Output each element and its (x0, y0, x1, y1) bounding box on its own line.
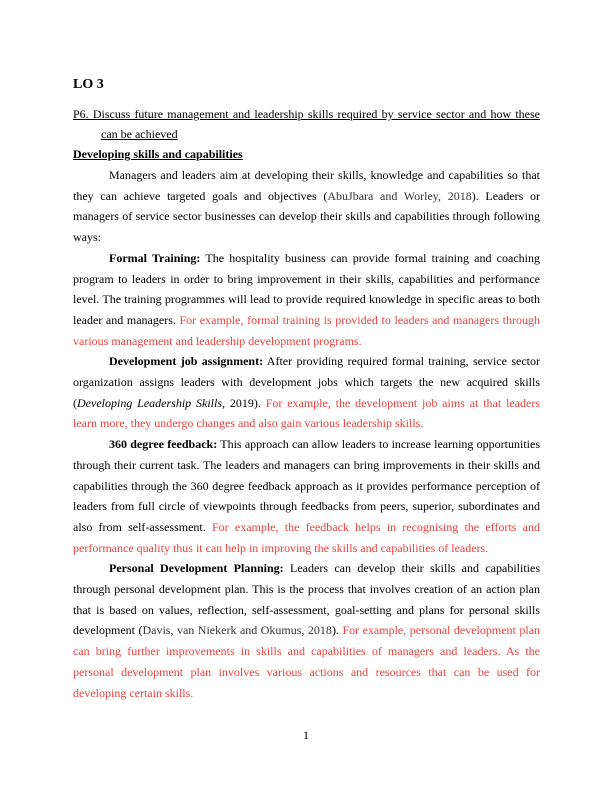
personal-development-paragraph (73, 558, 540, 703)
formal-training-term: Formal Training: (109, 250, 201, 265)
citation: Davis, van Niekerk and Okumus, 2018 (142, 623, 332, 638)
feedback-text: This approach can allow leaders to increase learning opportunities through their current task. The leaders and managers can bring improvements in their skills and capabilities through the 360 degree feedback approach as it provides performance perception of leaders from full circle of viewpoints through feedbacks from peers, superior, subordinates and also from self-assessment. (73, 437, 540, 534)
feedback-example: For example, the feedback helps in recognising the efforts and performance quality thus it can help in improving the skills and capabilities of leaders. (73, 519, 541, 555)
personal-development-text: Leaders can develop their skills and capabilities through personal development plan. This is the process that involves creation of an action plan that is based on values, reflection, self-assessment, goal-setting and plans for personal skills development ( (73, 561, 540, 638)
formal-training-example: For example, formal training is provided to leaders and managers through various management and leadership development programs. (73, 312, 540, 348)
citation-year: 2019). (225, 395, 266, 410)
development-job-example: For example, the development job aims at that leaders learn more, they undergo changes and also gain various leadership skills. (73, 395, 541, 431)
feedback-term: 360 degree feedback: (109, 437, 218, 452)
personal-development-text-end: ). (331, 623, 343, 638)
personal-development-example: For example, personal development plan can bring further improvements in skills and capabilities of managers and leaders. As the personal development plan involves various actions and resources that can be used for developing certain skills. (73, 623, 541, 700)
development-job-term: Development job assignment: (109, 354, 264, 369)
personal-development-term: Personal Development Planning: (109, 561, 284, 576)
formal-training-text: The hospitality business can provide formal training and coaching program to leaders in order to bring improvement in their skills, capabilities and performance level. The training programmes will lead to provide required knowledge in specific areas to both leader and managers. (73, 250, 540, 327)
section-title: Developing skills and capabilities (73, 147, 243, 161)
document-page (73, 76, 540, 703)
citation-title: Developing Leadership Skills, (77, 395, 225, 410)
citation: AbuJbara and Worley, 2018 (327, 188, 472, 203)
development-job-paragraph (73, 351, 540, 434)
development-job-text: After providing required formal training, service sector organization assigns leaders with development jobs which targets the new acquired skills ( (73, 354, 540, 410)
page-heading: LO 3 (73, 77, 104, 92)
formal-training-paragraph (73, 248, 540, 352)
question-prompt: P6. Discuss future management and leadership skills required by service sector and how these can be achieved (73, 107, 540, 141)
intro-text: Managers and leaders aim at developing their skills, knowledge and capabilities so that they can achieve targeted goals and objectives ( (73, 168, 540, 203)
page-number: 1 (303, 728, 309, 742)
intro-text-end: ). Leaders or managers of service sector businesses can develop their skills and capabilities through following ways: (73, 188, 541, 245)
intro-paragraph (73, 165, 540, 248)
feedback-paragraph (73, 434, 540, 558)
